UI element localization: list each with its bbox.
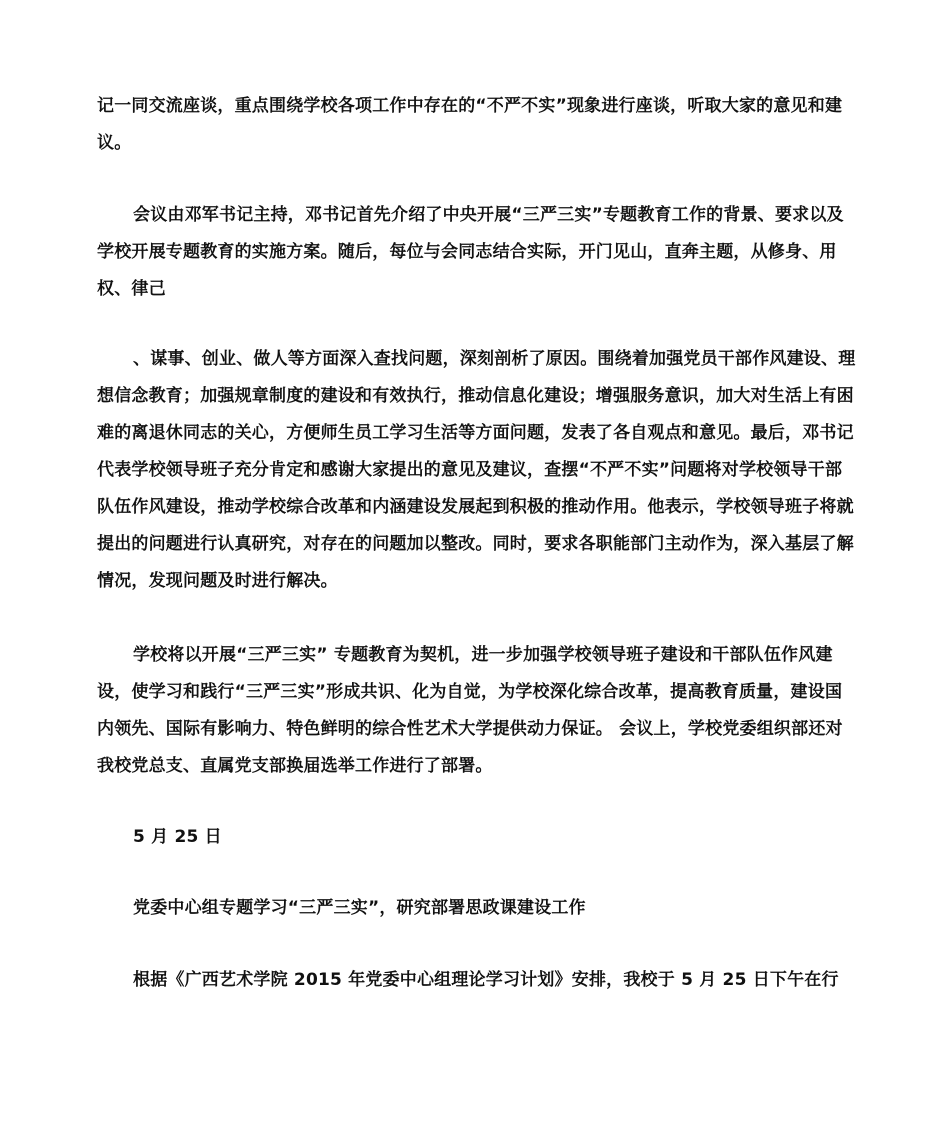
paragraph-3: 、谋事、创业、做人等方面深入查找问题，深刻剖析了原因。围绕着加强党员干部作风建设、理想信念教育；加强规章制度的建设和有效执行，推动信息化建设；增强服务意识，加大对生活上有困难的离退休同志的关心，方便师生员工学习生活等方面问题，发表了各自观点和意见。最后，邓书记代表学校领导班子充分肯定和感谢大家提出的意见及建议，查摆“不严不实”问题将对学校领导干部队伍作风建设，推动学校综合改革和内涵建设发展起到积极的推动作用。他表示，学校领导班子将就提出的问题进行认真研究，对存在的问题加以整改。同时，要求各职能部门主动作为，深入基层了解情况，发现问题及时进行解决。 xyxy=(97,349,856,591)
paragraph-5: 根据《广西艺术学院 2015 年党委中心组理论学习计划》安排，我校于 5 月 25 日下午在行 xyxy=(133,970,839,990)
date-heading: 5 月 25 日 xyxy=(133,827,222,847)
paragraph-2: 会议由邓军书记主持，邓书记首先介绍了中央开展“三严三实”专题教育工作的背景、要求以及学校开展专题教育的实施方案。随后，每位与会同志结合实际，开门见山，直奔主题，从修身、用权、律己 xyxy=(97,205,844,299)
paragraph-4: 学校将以开展“三严三实” 专题教育为契机，进一步加强学校领导班子建设和干部队伍作风建设，使学习和践行“三严三实”形成共识、化为自觉，为学校深化综合改革，提高教育质量，建设国内领先、国际有影响力、特色鲜明的综合性艺术大学提供动力保证。 会议上，学校党委组织部还对我校党总支、直属党支部换届选举工作进行了部署。 xyxy=(97,645,843,776)
section-title: 党委中心组专题学习“三严三实”，研究部署思政课建设工作 xyxy=(133,898,586,918)
paragraph-1: 记一同交流座谈，重点围绕学校各项工作中存在的“不严不实”现象进行座谈，听取大家的意见和建议。 xyxy=(97,96,843,153)
